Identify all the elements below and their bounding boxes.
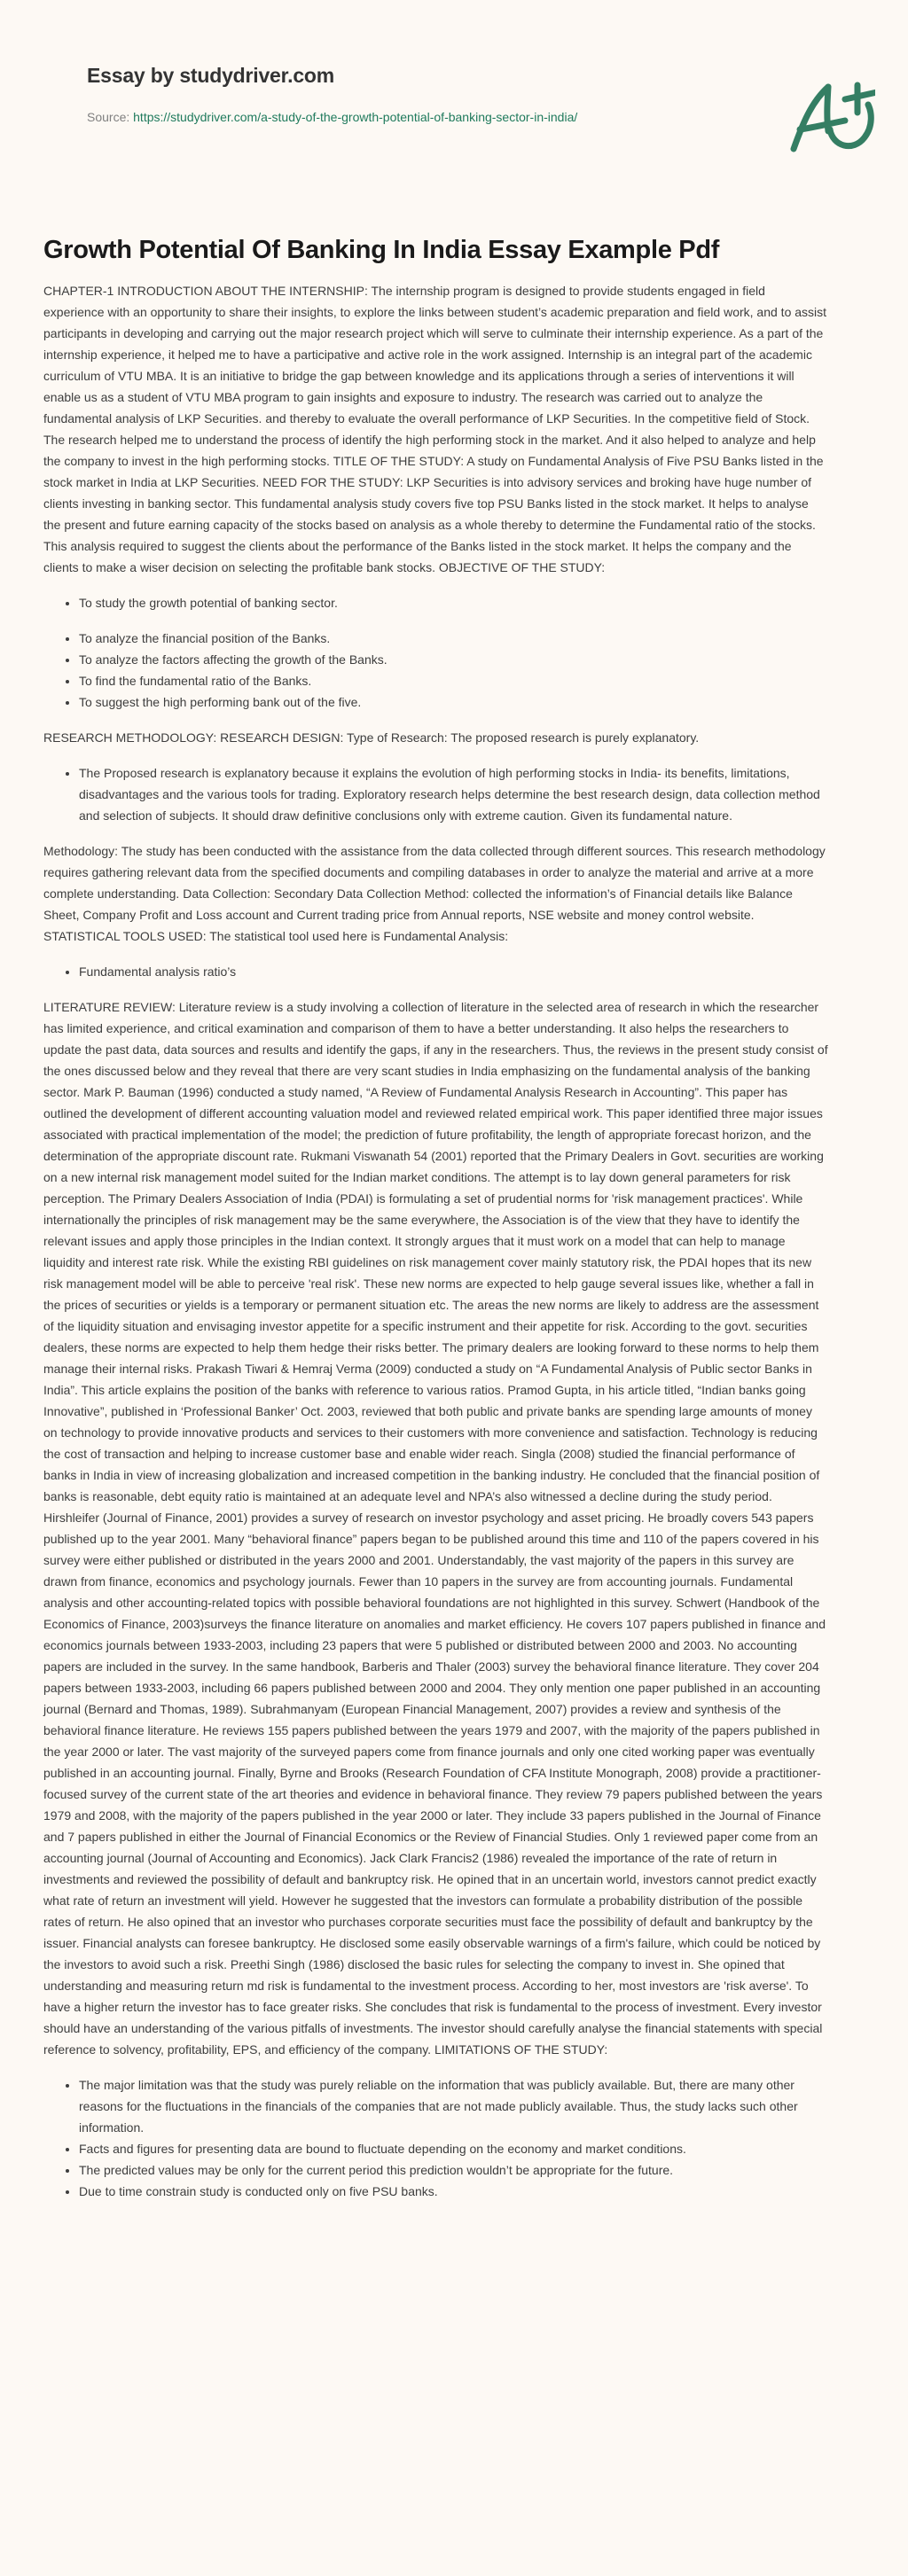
list-item: • To suggest the high performing bank out of the five. (79, 691, 828, 713)
limitations-list (43, 2074, 828, 2202)
list-item: • To find the fundamental ratio of the Banks. (79, 670, 828, 691)
list-item: • To analyze the factors affecting the growth of the Banks. (79, 649, 828, 670)
paragraph-methodology: Methodology: The study has been conducted with the assistance from the data collected through different sources. This research methodology requires gathering relevant data from the specified documents and compiling databases in order to analyze the material and arrive at a more complete understanding. Data Collection: Secondary Data Collection Method: collected the information’s of Financial details like Balance Sheet, Company Profit and Loss account and Current trading price from Annual reports, NSE website and money control website. STATISTICAL TOOLS USED: The statistical tool used here is Fundamental Analysis: (43, 844, 826, 943)
essay-body (43, 280, 828, 2216)
list-item: • Due to time constrain study is conducted only on five PSU banks. (79, 2181, 828, 2202)
list-item: • The major limitation was that the study was purely reliable on the information that was publicly available. But, there are many other reasons for the fluctuations in the financials of the companies that are not made publicly available. Thus, the study lacks such other information. (79, 2074, 828, 2138)
list-item: • Fundamental analysis ratio’s (79, 961, 828, 982)
paragraph-introduction: CHAPTER-1 INTRODUCTION ABOUT THE INTERNSHIP: The internship program is designed to provide students engaged in field experience with an opportunity to share their insights, to explore the links between student’s academic preparation and field work, and to assist participants in developing and carrying out the major research project which will serve to culminate their internship experience. As a part of the internship experience, it helped me to have a participative and active role in the work assigned. Internship is an integral part of the academic curriculum of VTU MBA. It is an initiative to bridge the gap between knowledge and its applications through a series of interventions it will enable us as a student of VTU MBA program to gain insights and exposure to industry. The research was carried out to analyze the fundamental analysis of LKP Securities. and thereby to evaluate the overall performance of LKP Securities. In the competitive field of Stock. The research helped me to understand the process of identify the high performing stock in the market. And it also helped to analyze and help the company to invest in the high performing stocks. TITLE OF THE STUDY: A study on Fundamental Analysis of Five PSU Banks listed in the stock market in India at LKP Securities. NEED FOR THE STUDY: LKP Securities is into advisory services and broking have huge number of clients investing in banking sector. This fundamental analysis study covers five top PSU Banks listed in the stock market. It helps to analyse the present and future earning capacity of the stocks based on analysis as a whole thereby to determine the Fundamental ratio of the stocks. This analysis required to suggest the clients about the performance of the Banks listed in the stock market. It helps the company and the clients to make a wiser decision on selecting the profitable bank stocks. OBJECTIVE OF THE STUDY: (43, 284, 827, 574)
list-item: • The Proposed research is explanatory because it explains the evolution of high performing stocks in India- its benefits, limitations, disadvantages and the various tools for trading. Exploratory research helps determine the best research design, data collection method and selection of subjects. It should draw definitive conclusions only with extreme caution. Given its fundamental nature. (79, 762, 828, 826)
research-points-list (43, 762, 828, 826)
site-title: Essay by studydriver.com (87, 64, 335, 87)
list-item: • The predicted values may be only for the current period this prediction wouldn’t be appropriate for the future. (79, 2159, 828, 2181)
paragraph-literature-review: LITERATURE REVIEW: Literature review is a study involving a collection of literature in the selected area of research in which the researcher has limited experience, and critical examination and comparison of them to have a better understanding. It also helps the researchers to update the past data, data sources and results and identify the gaps, if any in the researchers. Thus, the reviews in the present study consist of the ones discussed below and they reveal that there are very scant studies in India emphasizing on the fundamental analysis of the banking sector. Mark P. Bauman (1996) conducted a study named, “A Review of Fundamental Analysis Research in Accounting”. This paper has outlined the development of different accounting valuation model and reviewed related empirical work. This paper identified three major issues associated with practical implementation of the model; the prediction of future profitability, the length of appropriate forecast horizon, and the determination of the appropriate discount rate. Rukmani Viswanath 54 (2001) reported that the Primary Dealers in Govt. securities are working on a new internal risk management model suited for the Indian market conditions. The attempt is to lay down general parameters for risk perception. The Primary Dealers Association of India (PDAI) is formulating a set of prudential norms for 'risk management practices'. While internationally the principles of risk management may be the same everywhere, the Association is of the view that they have to identify the relevant issues and apply those principles in the Indian context. It strongly argues that it must work on a model that can help to manage liquidity and interest rate risk. While the existing RBI guidelines on risk management cover mainly statutory risk, the PDAI hopes that its new risk management model will be able to perceive 'real risk'. These new norms are expected to help gauge several issues like, whether a fall in the prices of securities or yields is a temporary or permanent situation etc. The areas the new norms are likely to address are the assessment of the liquidity situation and envisaging investor appetite for a specific instrument and their appetite for risk. According to the govt. securities dealers, these norms are expected to help them hedge their risks better. The primary dealers are looking forward to these norms to help them manage their internal risks. Prakash Tiwari & Hemraj Verma (2009) conducted a study on “A Fundamental Analysis of Public sector Banks in India”. This article explains the position of the banks with reference to various ratios. Pramod Gupta, in his article titled, “Indian banks going Innovative”, published in ‘Professional Banker’ Oct. 2003, reviewed that both public and private banks are spending large amounts of money on technology to provide innovative products and services to their customers with more convenience and satisfaction. Technology is reducing the cost of transaction and helping to increase customer base and enable wider reach. Singla (2008) studied the financial performance of banks in India in view of increasing globalization and increased competition in the banking industry. He concluded that the financial position of banks is reasonable, debt equity ratio is maintained at an adequate level and NPA’s also witnessed a decline during the study period. Hirshleifer (Journal of Finance, 2001) provides a survey of research on investor psychology and asset pricing. He broadly covers 543 papers published up to the year 2001. Many “behavioral finance” papers began to be published around this time and 110 of the papers covered in his survey were either published or distributed in the years 2000 and 2001. Understandably, the vast majority of the papers in this survey are drawn from finance, economics and psychology journals. Fewer than 10 papers in the survey are from accounting journals. Fundamental analysis and other accounting-related topics with possible behavioral foundations are not highlighted in this survey. Schwert (Handbook of the Economics of Finance, 2003)surveys the finance literature on anomalies and market efficiency. He covers 107 papers published in finance and economics journals between 1933-2003, including 23 papers that were 5 published or distributed between 2000 and 2003. No accounting papers are included in the survey. In the same handbook, Barberis and Thaler (2003) survey the behavioral finance literature. They cover 204 papers between 1933-2003, including 66 papers published between 2000 and 2004. They only mention one paper published in an accounting journal (Bernard and Thomas, 1989). Subrahmanyam (European Financial Management, 2007) provides a review and synthesis of the behavioral finance literature. He reviews 155 papers published between the years 1979 and 2007, with the majority of the papers published in the year 2000 or later. The vast majority of the surveyed papers come from finance journals and only one cited working paper was eventually published in an accounting journal. Finally, Byrne and Brooks (Research Foundation of CFA Institute Monograph, 2008) provide a practitioner-focused survey of the current state of the art theories and evidence in behavioral finance. They review 79 papers published between the years 1979 and 2008, with the majority of the papers published in the year 2000 or later. They include 33 papers published in the Journal of Finance and 7 papers published in either the Journal of Financial Economics or the Review of Financial Studies. Only 1 reviewed paper come from an accounting journal (Journal of Accounting and Economics). Jack Clark Francis2 (1986) revealed the importance of the rate of return in investments and reviewed the possibility of default and bankruptcy risk. He opined that in an uncertain world, investors cannot predict exactly what rate of return an investment will yield. However he suggested that the investors can formulate a probability distribution of the possible rates of return. He also opined that an investor who purchases corporate securities must face the possibility of default and bankruptcy by the issuer. Financial analysts can foresee bankruptcy. He disclosed some easily observable warnings of a firm's failure, which could be noticed by the investors to avoid such a risk. Preethi Singh (1986) disclosed the basic rules for selecting the company to invest in. She opined that understanding and measuring return md risk is fundamental to the investment process. According to her, most investors are 'risk averse'. To have a higher return the investor has to face greater risks. She concludes that risk is fundamental to the process of investment. Every investor should have an understanding of the various pitfalls of investments. The investor should carefully analyse the financial statements with special reference to solvency, profitability, EPS, and efficiency of the company. LIMITATIONS OF THE STUDY: (43, 1000, 828, 2057)
list-item: • To study the growth potential of banking sector. (79, 592, 828, 613)
paragraph-research-methodology: RESEARCH METHODOLOGY: RESEARCH DESIGN: Type of Research: The proposed research is purely explanatory. (43, 730, 700, 745)
a-plus-logo-icon (769, 53, 875, 160)
list-item: • Facts and figures for presenting data are bound to fluctuate depending on the economy and market conditions. (79, 2138, 828, 2159)
page-header (43, 0, 865, 177)
document-title: Growth Potential Of Banking In India Essay Example Pdf (43, 236, 720, 264)
objectives-list (43, 592, 828, 713)
tools-list (43, 961, 828, 982)
source-link[interactable]: https://studydriver.com/a-study-of-the-growth-potential-of-banking-sector-in-india/ (133, 110, 578, 124)
list-item: • To analyze the financial position of the Banks. (79, 628, 828, 649)
source-line (87, 110, 577, 124)
source-label: Source: (87, 110, 134, 124)
